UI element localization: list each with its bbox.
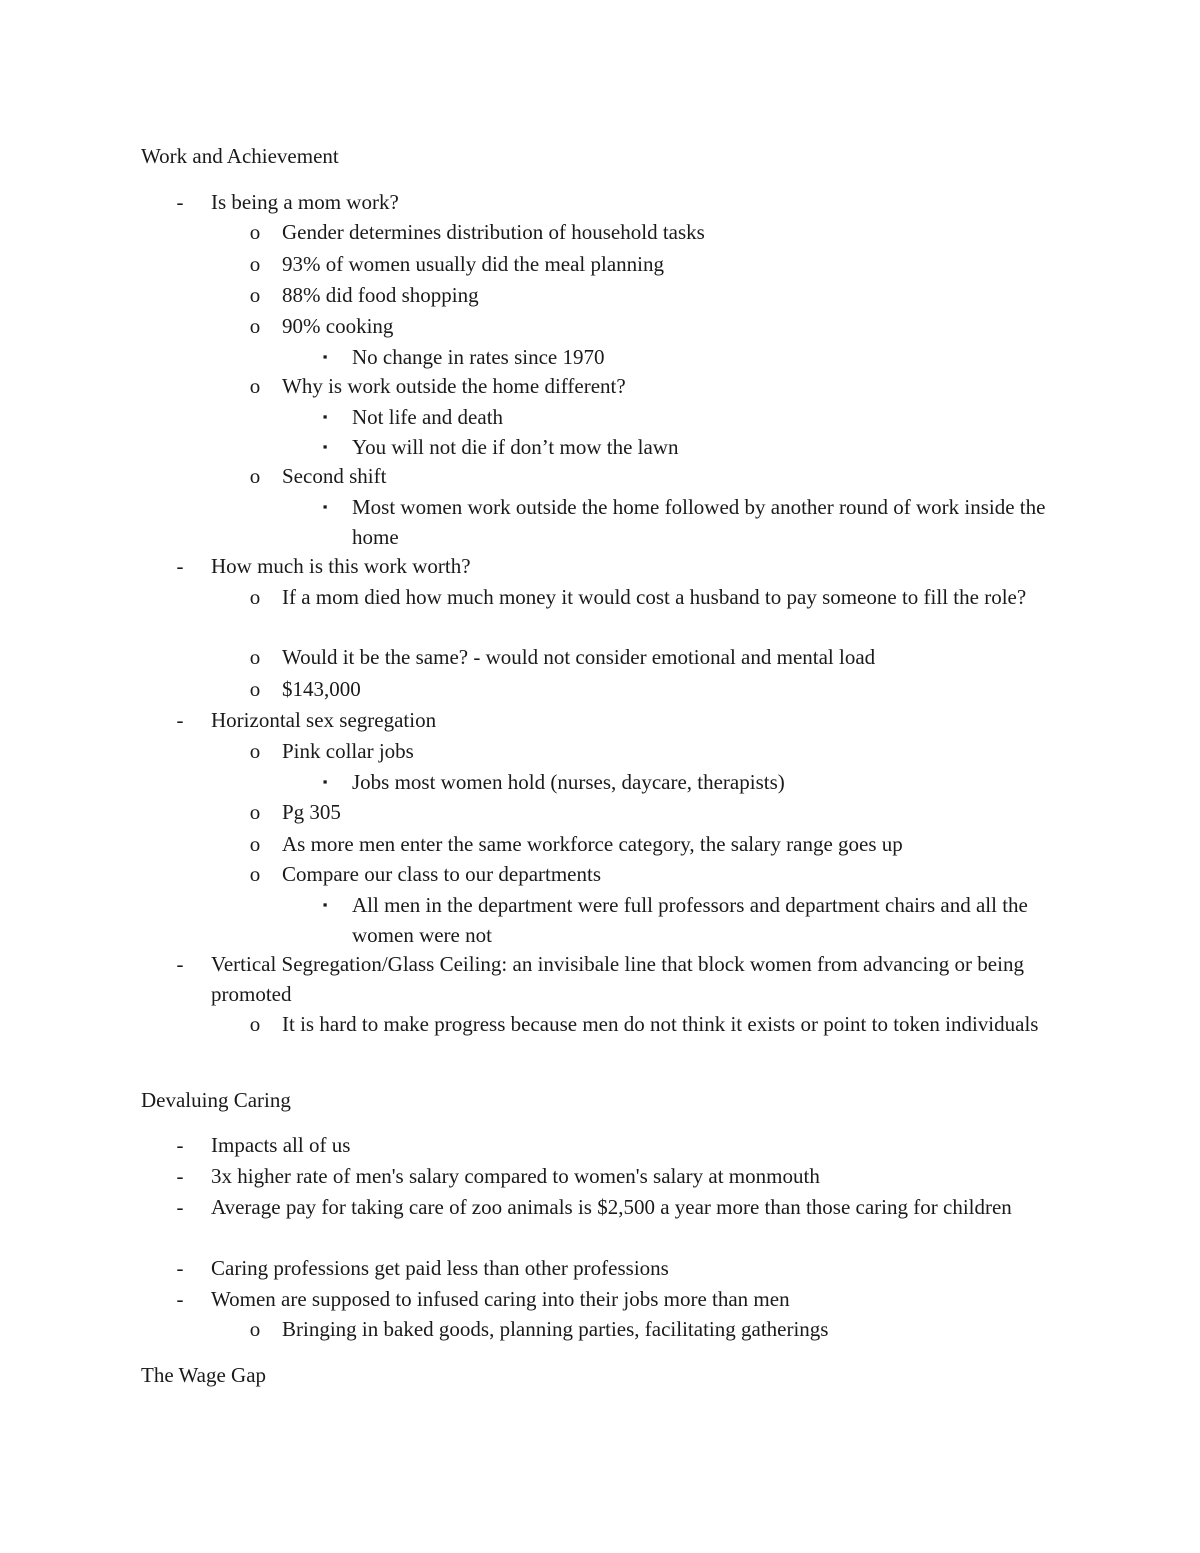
circle-bullet: o: [249, 220, 261, 244]
list-item: - How much is this work worth?: [211, 551, 1091, 581]
square-bullet: ▪: [322, 499, 328, 514]
circle-bullet: o: [249, 374, 261, 398]
dash-bullet: -: [176, 1133, 184, 1157]
dash-bullet: -: [176, 1287, 184, 1311]
square-bullet: ▪: [322, 409, 328, 424]
list-item: - Horizontal sex segregation: [211, 705, 1091, 735]
circle-bullet: o: [249, 464, 261, 488]
square-bullet: ▪: [322, 349, 328, 364]
circle-bullet: o: [249, 862, 261, 886]
dash-bullet: -: [176, 1256, 184, 1280]
list-item: o 90% cooking: [282, 311, 1082, 341]
dash-bullet: -: [176, 554, 184, 578]
circle-bullet: o: [249, 739, 261, 763]
circle-bullet: o: [249, 1012, 261, 1036]
list-item: - 3x higher rate of men's salary compared to women's salary at monmouth: [211, 1161, 1091, 1191]
list-item: - Impacts all of us: [211, 1130, 1091, 1160]
section-heading: Work and Achievement: [141, 144, 339, 168]
section-heading: Devaluing Caring: [141, 1088, 291, 1112]
circle-bullet: o: [249, 283, 261, 307]
list-item: o Pg 305: [282, 797, 1082, 827]
list-item: ▪ You will not die if don’t mow the lawn: [352, 432, 1082, 462]
list-item: o If a mom died how much money it would cost a husband to pay someone to fill the role?: [282, 582, 1082, 612]
list-item: ▪ Jobs most women hold (nurses, daycare, therapists): [352, 767, 1082, 797]
circle-bullet: o: [249, 252, 261, 276]
list-item: o $143,000: [282, 674, 1082, 704]
square-bullet: ▪: [322, 897, 328, 912]
list-item: o It is hard to make progress because men do not think it exists or point to token individuals: [282, 1009, 1082, 1039]
list-item: o Why is work outside the home different?: [282, 371, 1082, 401]
list-item: ▪ All men in the department were full professors and department chairs and all the women were not: [352, 890, 1082, 950]
list-item: - Vertical Segregation/Glass Ceiling: an invisibale line that block women from advancing or being promoted: [211, 949, 1091, 1009]
list-item: o Gender determines distribution of household tasks: [282, 217, 1082, 247]
list-item: o Compare our class to our departments: [282, 859, 1082, 889]
list-item: ▪ No change in rates since 1970: [352, 342, 1082, 372]
dash-bullet: -: [176, 1164, 184, 1188]
circle-bullet: o: [249, 1317, 261, 1341]
list-item: o As more men enter the same workforce category, the salary range goes up: [282, 829, 1082, 859]
list-item: ▪ Not life and death: [352, 402, 1082, 432]
dash-bullet: -: [176, 708, 184, 732]
list-item: - Is being a mom work?: [211, 187, 1091, 217]
circle-bullet: o: [249, 645, 261, 669]
list-item: o 88% did food shopping: [282, 280, 1082, 310]
list-item: o Second shift: [282, 461, 1082, 491]
dash-bullet: -: [176, 952, 184, 976]
list-item: ▪ Most women work outside the home followed by another round of work inside the home: [352, 492, 1082, 552]
dash-bullet: -: [176, 190, 184, 214]
list-item: - Average pay for taking care of zoo animals is $2,500 a year more than those caring for children: [211, 1192, 1091, 1222]
square-bullet: ▪: [322, 774, 328, 789]
list-item: o Would it be the same? - would not consider emotional and mental load: [282, 642, 1082, 672]
circle-bullet: o: [249, 677, 261, 701]
circle-bullet: o: [249, 314, 261, 338]
list-item: o Pink collar jobs: [282, 736, 1082, 766]
circle-bullet: o: [249, 585, 261, 609]
list-item: o Bringing in baked goods, planning parties, facilitating gatherings: [282, 1314, 1082, 1344]
circle-bullet: o: [249, 832, 261, 856]
list-item: - Women are supposed to infused caring into their jobs more than men: [211, 1284, 1091, 1314]
section-heading: The Wage Gap: [141, 1363, 267, 1387]
list-item: - Caring professions get paid less than other professions: [211, 1253, 1091, 1283]
circle-bullet: o: [249, 800, 261, 824]
square-bullet: ▪: [322, 439, 328, 454]
list-item: o 93% of women usually did the meal planning: [282, 249, 1082, 279]
dash-bullet: -: [176, 1195, 184, 1219]
